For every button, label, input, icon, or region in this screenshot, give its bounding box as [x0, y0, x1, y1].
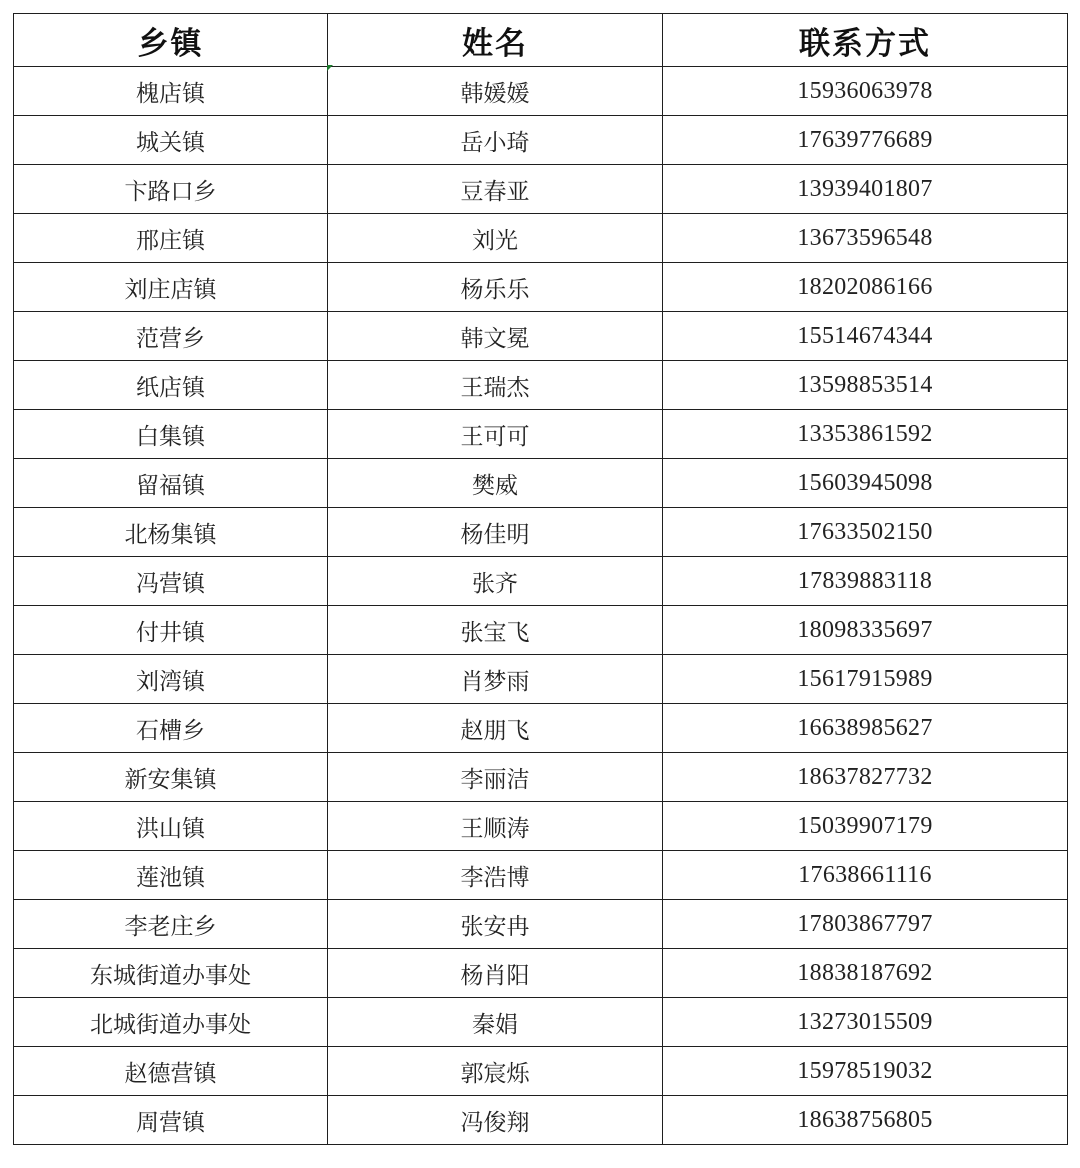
table-row — [14, 1096, 1068, 1145]
name-cell: 岳小琦 — [328, 116, 663, 165]
town-cell: 莲池镇 — [14, 851, 328, 900]
town-cell: 李老庄乡 — [14, 900, 328, 949]
table-row — [14, 557, 1068, 606]
table-body — [14, 67, 1068, 1145]
town-cell: 冯营镇 — [14, 557, 328, 606]
table-row — [14, 655, 1068, 704]
phone-cell: 18838187692 — [663, 949, 1068, 998]
phone-cell: 15936063978 — [663, 67, 1068, 116]
table-row — [14, 263, 1068, 312]
town-cell: 周营镇 — [14, 1096, 328, 1145]
town-cell: 付井镇 — [14, 606, 328, 655]
contact-table-sheet — [13, 13, 1067, 1145]
table-row — [14, 900, 1068, 949]
table-row — [14, 1047, 1068, 1096]
table-row — [14, 802, 1068, 851]
name-cell: 郭宸烁 — [328, 1047, 663, 1096]
table-row — [14, 116, 1068, 165]
town-cell: 刘湾镇 — [14, 655, 328, 704]
name-cell: 张齐 — [328, 557, 663, 606]
name-cell: 杨肖阳 — [328, 949, 663, 998]
phone-cell: 13939401807 — [663, 165, 1068, 214]
table-row — [14, 214, 1068, 263]
phone-cell: 18637827732 — [663, 753, 1068, 802]
header-contact: 联系方式 — [663, 14, 1068, 67]
phone-cell: 18638756805 — [663, 1096, 1068, 1145]
table-row — [14, 67, 1068, 116]
town-cell: 新安集镇 — [14, 753, 328, 802]
table-row — [14, 606, 1068, 655]
town-cell: 刘庄店镇 — [14, 263, 328, 312]
header-name: 姓名 — [328, 14, 663, 67]
town-cell: 纸店镇 — [14, 361, 328, 410]
name-cell: 豆春亚 — [328, 165, 663, 214]
name-cell: 张安冉 — [328, 900, 663, 949]
contact-table — [13, 13, 1068, 1145]
table-row — [14, 704, 1068, 753]
name-cell: 王顺涛 — [328, 802, 663, 851]
town-cell: 赵德营镇 — [14, 1047, 328, 1096]
phone-cell: 15617915989 — [663, 655, 1068, 704]
table-row — [14, 410, 1068, 459]
header-town: 乡镇 — [14, 14, 328, 67]
phone-cell: 17638661116 — [663, 851, 1068, 900]
table-row — [14, 361, 1068, 410]
phone-cell: 16638985627 — [663, 704, 1068, 753]
name-cell: 杨乐乐 — [328, 263, 663, 312]
name-cell: 李丽洁 — [328, 753, 663, 802]
name-cell: 刘光 — [328, 214, 663, 263]
town-cell: 北杨集镇 — [14, 508, 328, 557]
name-cell: 韩媛媛 — [328, 67, 663, 116]
name-cell: 杨佳明 — [328, 508, 663, 557]
phone-cell: 15603945098 — [663, 459, 1068, 508]
town-cell: 北城街道办事处 — [14, 998, 328, 1047]
phone-cell: 17639776689 — [663, 116, 1068, 165]
table-header — [14, 14, 1068, 67]
phone-cell: 13598853514 — [663, 361, 1068, 410]
phone-cell: 18202086166 — [663, 263, 1068, 312]
name-cell: 秦娟 — [328, 998, 663, 1047]
name-cell: 韩文冕 — [328, 312, 663, 361]
table-row — [14, 312, 1068, 361]
cell-comment-marker — [327, 65, 333, 71]
phone-cell: 13273015509 — [663, 998, 1068, 1047]
phone-cell: 18098335697 — [663, 606, 1068, 655]
town-cell: 石槽乡 — [14, 704, 328, 753]
phone-cell: 15039907179 — [663, 802, 1068, 851]
phone-cell: 17839883118 — [663, 557, 1068, 606]
town-cell: 城关镇 — [14, 116, 328, 165]
table-row — [14, 165, 1068, 214]
name-cell: 赵朋飞 — [328, 704, 663, 753]
header-row — [14, 14, 1068, 67]
name-cell: 冯俊翔 — [328, 1096, 663, 1145]
town-cell: 卞路口乡 — [14, 165, 328, 214]
town-cell: 邢庄镇 — [14, 214, 328, 263]
table-row — [14, 949, 1068, 998]
phone-cell: 17803867797 — [663, 900, 1068, 949]
table-row — [14, 508, 1068, 557]
phone-cell: 15514674344 — [663, 312, 1068, 361]
name-cell: 李浩博 — [328, 851, 663, 900]
name-cell: 肖梦雨 — [328, 655, 663, 704]
table-row — [14, 998, 1068, 1047]
phone-cell: 13673596548 — [663, 214, 1068, 263]
table-row — [14, 851, 1068, 900]
name-cell: 王可可 — [328, 410, 663, 459]
table-row — [14, 459, 1068, 508]
town-cell: 洪山镇 — [14, 802, 328, 851]
phone-cell: 13353861592 — [663, 410, 1068, 459]
name-cell: 张宝飞 — [328, 606, 663, 655]
name-cell: 王瑞杰 — [328, 361, 663, 410]
town-cell: 东城街道办事处 — [14, 949, 328, 998]
town-cell: 留福镇 — [14, 459, 328, 508]
town-cell: 槐店镇 — [14, 67, 328, 116]
phone-cell: 15978519032 — [663, 1047, 1068, 1096]
phone-cell: 17633502150 — [663, 508, 1068, 557]
town-cell: 范营乡 — [14, 312, 328, 361]
name-cell: 樊威 — [328, 459, 663, 508]
town-cell: 白集镇 — [14, 410, 328, 459]
table-row — [14, 753, 1068, 802]
